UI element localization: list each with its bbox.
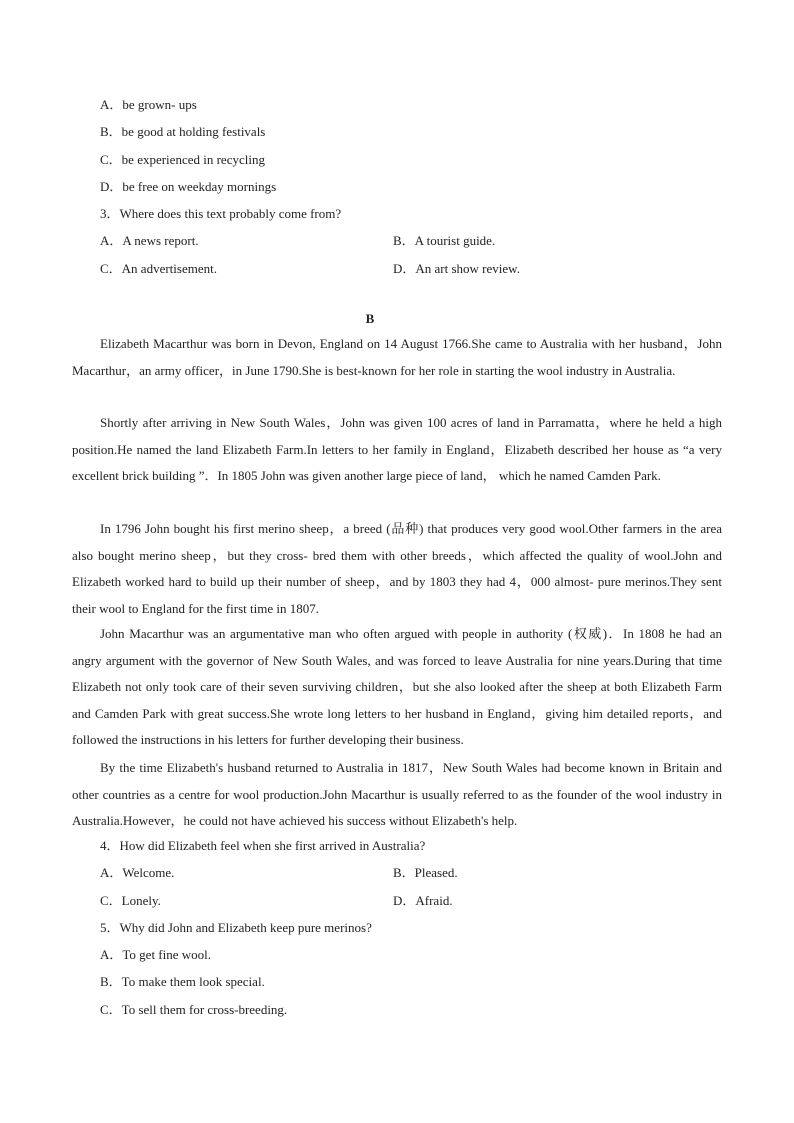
q2-option-a: A．be grown- ups — [100, 97, 197, 112]
q2-option-b: B．be good at holding festivals — [100, 124, 266, 139]
q5-option-a: A．To get fine wool. — [100, 947, 212, 962]
section-title: B — [365, 311, 375, 326]
passage-paragraph-5: By the time Elizabeth's husband returned to Australia in 1817，New South Wales had become known in Britain and other countries as a centre for wool production.John Macarthur is usually referred to as the founder of the wool industry in Australia.However，he could not have achieved his success without Elizabeth's help. — [72, 760, 722, 828]
q3-option-d: D．An art show review. — [393, 261, 520, 276]
q3-option-c: C．An advertisement. — [100, 261, 217, 276]
q4-option-a: A．Welcome. — [100, 865, 175, 880]
q2-option-c: C．be experienced in recycling — [100, 152, 265, 167]
q4-question: 4．How did Elizabeth feel when she first arrived in Australia? — [100, 838, 426, 853]
passage-paragraph-4: John Macarthur was an argumentative man who often argued with people in authority (权威)．In 1808 he had an angry argument with the governor of New South Wales, and was forced to leave Australia for nine years.During that time Elizabeth not only took care of their seven surviving children，but she also looked after the sheep at both Elizabeth Farm and Camden Park with great success.She wrote long letters to her husband in England，giving him detailed reports，and followed the instructions in his letters for further developing their business. — [72, 626, 722, 747]
q3-question: 3．Where does this text probably come from? — [100, 206, 342, 221]
q2-option-d: D．be free on weekday mornings — [100, 179, 277, 194]
q5-option-b: B．To make them look special. — [100, 974, 265, 989]
passage-paragraph-1: Elizabeth Macarthur was born in Devon, England on 14 August 1766.She came to Australia with her husband，John Macarthur，an army officer，in June 1790.She is best-known for her role in starting the wool industry in Australia. — [72, 336, 722, 378]
q3-option-a: A．A news report. — [100, 233, 199, 248]
q4-option-d: D．Afraid. — [393, 893, 453, 908]
passage-paragraph-2: Shortly after arriving in New South Wales，John was given 100 acres of land in Parramatta，where he held a high position.He named the land Elizabeth Farm.In letters to her family in England，Elizabeth described her house as “a very excellent brick building ”．In 1805 John was given another large piece of land， which he named Camden Park. — [72, 415, 722, 483]
q4-option-b: B．Pleased. — [393, 865, 458, 880]
q4-option-c: C．Lonely. — [100, 893, 161, 908]
q5-question: 5．Why did John and Elizabeth keep pure merinos? — [100, 920, 372, 935]
q3-option-b: B．A tourist guide. — [393, 233, 496, 248]
q5-option-c: C．To sell them for cross-breeding. — [100, 1002, 288, 1017]
passage-paragraph-3: In 1796 John bought his first merino sheep，a breed (品种) that produces very good wool.Other farmers in the area also bought merino sheep，but they cross- bred them with other breeds，which affected the quality of wool.John and Elizabeth worked hard to build up their number of sheep，and by 1803 they had 4，000 almost- pure merinos.They sent their wool to England for the first time in 1807. — [72, 521, 722, 616]
